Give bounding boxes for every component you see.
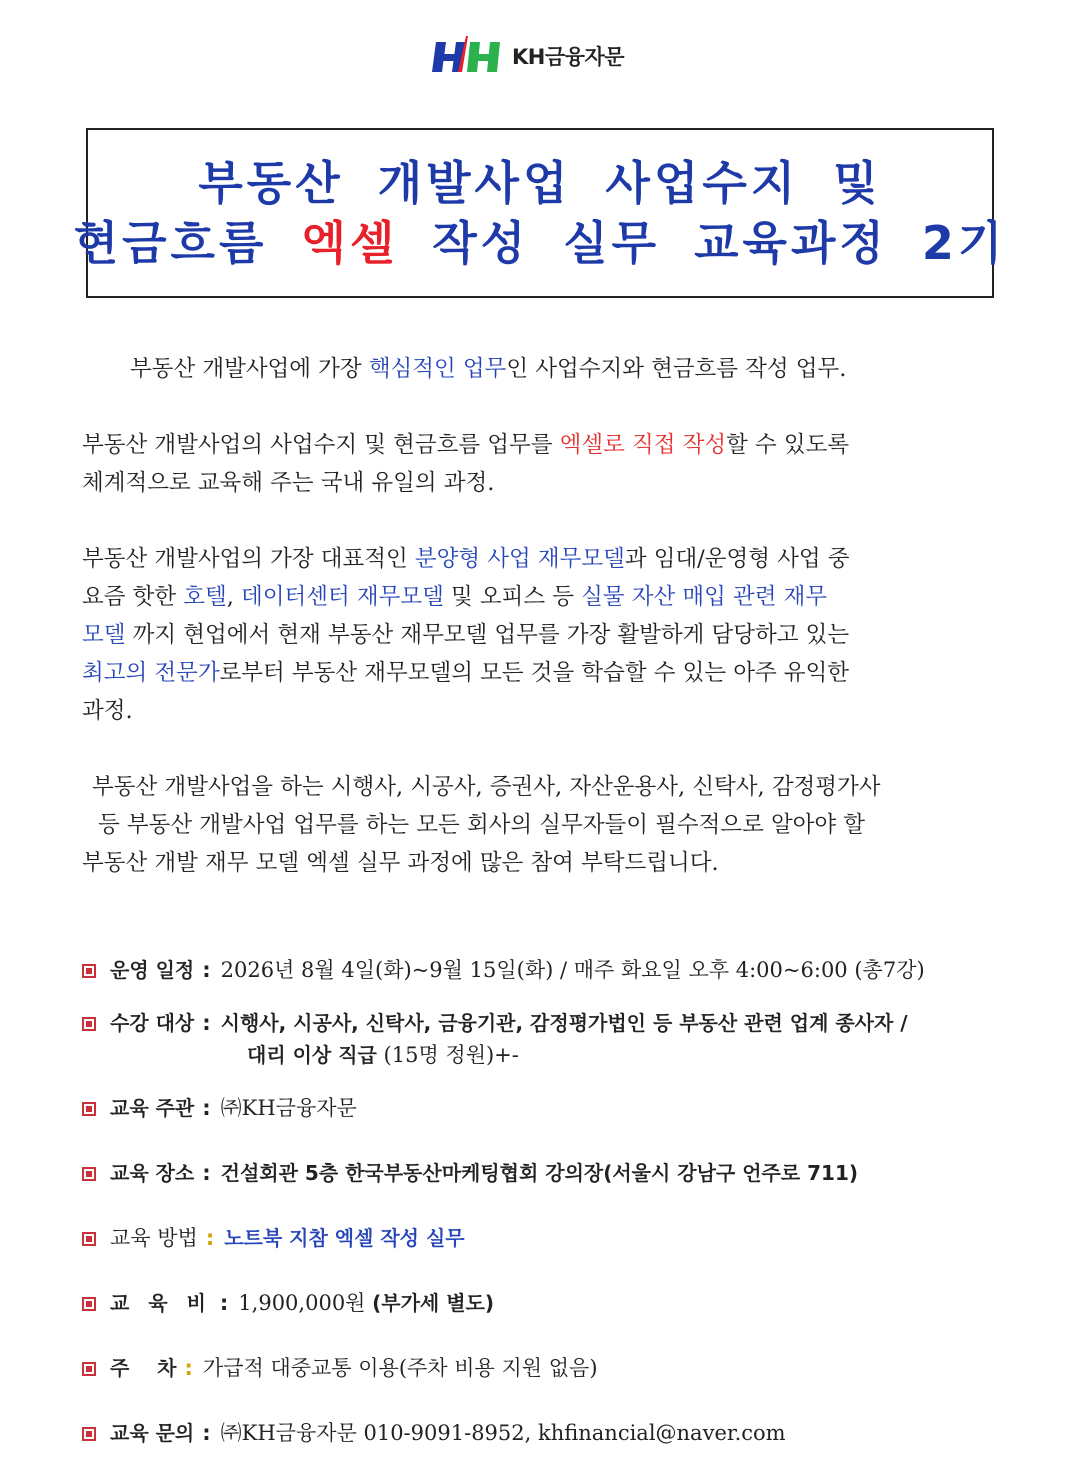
title-box <box>73 128 1007 298</box>
info-contact <box>82 1417 1032 1449</box>
method-value: 노트북 지참 엑셀 작성 실무 <box>224 1226 465 1250</box>
host-label: 교육 주관 <box>110 1096 195 1120</box>
intro-p4-l2: 등 부동산 개발사업 업무를 하는 모든 회사의 실무자들이 필수적으로 알아야 할 <box>98 812 866 838</box>
intro-paragraph-1 <box>130 350 1050 388</box>
bullet-icon <box>82 1427 96 1441</box>
intro-p3-l4-a: 로부터 부동산 재무모델의 모든 것을 학습할 수 있는 아주 유익한 <box>219 660 850 686</box>
title-line-2-a: 현금흐름 <box>73 216 268 270</box>
schedule-label: 운영 일정 <box>110 958 195 982</box>
intro-p3-l1-b: 과 임대/운영형 사업 중 <box>624 546 850 572</box>
intro-p3-l5: 과정. <box>82 698 133 724</box>
intro-p3-l2-highlight-2: 데이터센터 재무모델 <box>241 584 444 610</box>
intro-p3-l2-b: , <box>226 584 242 610</box>
intro-paragraph-4 <box>82 768 1002 882</box>
info-host <box>82 1092 1032 1124</box>
target-value-line-1: 시행사, 시공사, 신탁사, 금융기관, 감정평가법인 등 부동산 관련 업계 종사자 / <box>220 1011 908 1035</box>
kh-logo-icon <box>432 34 504 78</box>
colon: : <box>202 1421 211 1445</box>
intro-paragraph-2 <box>82 426 1002 502</box>
bullet-icon <box>82 1297 96 1311</box>
colon: : <box>205 1226 215 1250</box>
intro-p3-l2-highlight-3: 실물 자산 매입 관련 재무 <box>581 584 828 610</box>
colon: : <box>202 1011 211 1035</box>
colon: : <box>202 1096 211 1120</box>
company-logo <box>432 34 624 78</box>
parking-value: 가급적 대중교통 이용(주차 비용 지원 없음) <box>202 1356 598 1380</box>
info-method <box>82 1222 1032 1254</box>
method-label: 교육 방법 <box>110 1226 198 1250</box>
intro-p4-l1: 부동산 개발사업을 하는 시행사, 시공사, 증권사, 자산운용사, 신탁사, 감정평가사 <box>92 774 881 800</box>
logo-text: KH금융자문 <box>512 45 624 69</box>
intro-p1-text-b: 인 사업수지와 현금흐름 작성 업무. <box>506 356 847 382</box>
intro-p3-l1-a: 부동산 개발사업의 가장 대표적인 <box>82 546 415 572</box>
title-line-2-b: 작성 실무 교육과정 2기 <box>432 216 1007 270</box>
intro-p2-text-b: 할 수 있도록 <box>726 432 850 458</box>
bullet-icon <box>82 1362 96 1376</box>
place-label: 교육 장소 <box>110 1161 195 1185</box>
intro-p2-text-a: 부동산 개발사업의 사업수지 및 현금흐름 업무를 <box>82 432 560 458</box>
fee-value: 1,900,000원 <box>238 1291 366 1315</box>
bullet-icon <box>82 1232 96 1246</box>
info-fee <box>82 1287 1032 1319</box>
colon: : <box>202 1161 211 1185</box>
intro-p3-l2-c: 및 오피스 등 <box>443 584 582 610</box>
target-value-rest: (15명 정원)+- <box>376 1043 519 1067</box>
intro-p4-l3: 부동산 개발 재무 모델 엑셀 실무 과정에 많은 참여 부탁드립니다. <box>82 850 719 876</box>
contact-label: 교육 문의 <box>110 1421 195 1445</box>
intro-p2-line-2: 체계적으로 교육해 주는 국내 유일의 과정. <box>82 470 495 496</box>
info-target <box>82 1007 1032 1071</box>
intro-p1-highlight: 핵심적인 업무 <box>368 356 507 382</box>
colon: : <box>184 1356 193 1380</box>
title-highlight-excel: 엑셀 <box>301 216 399 270</box>
fee-label: 교 육 비 <box>110 1291 212 1315</box>
intro-p3-l1-highlight: 분양형 사업 재무모델 <box>414 546 625 572</box>
info-parking <box>82 1352 1032 1384</box>
title-line-1: 부동산 개발사업 사업수지 및 <box>198 156 882 210</box>
info-schedule <box>82 954 1032 986</box>
title-line-2 <box>74 213 1007 273</box>
schedule-value: 2026년 8월 4일(화)~9월 15일(화) / 매주 화요일 오후 4:00~6:00 (총7강) <box>220 958 925 982</box>
bullet-icon <box>82 1167 96 1181</box>
intro-p2-highlight: 엑셀로 직접 작성 <box>559 432 727 458</box>
colon: : <box>202 958 211 982</box>
target-value-bold: 대리 이상 직급 <box>247 1043 377 1067</box>
contact-value: ㈜KH금융자문 010-9091-8952, khfinancial@naver.com <box>220 1421 786 1445</box>
bullet-icon <box>82 1017 96 1031</box>
host-value: ㈜KH금융자문 <box>220 1096 357 1120</box>
place-value: 건설회관 5층 한국부동산마케팅협회 강의장(서울시 강남구 언주로 711) <box>220 1161 859 1185</box>
target-label: 수강 대상 <box>110 1011 195 1035</box>
parking-label: 주 차 <box>110 1356 177 1380</box>
colon: : <box>219 1291 229 1315</box>
intro-p3-l4-highlight: 최고의 전문가 <box>82 660 220 686</box>
fee-note: (부가세 별도) <box>372 1291 495 1315</box>
intro-p3-l3-highlight: 모델 <box>82 622 126 648</box>
intro-p3-l2-a: 요즘 핫한 <box>82 584 184 610</box>
intro-p3-l2-highlight-1: 호텔 <box>183 584 227 610</box>
intro-p1-text-a: 부동산 개발사업에 가장 <box>130 356 369 382</box>
intro-paragraph-3 <box>82 540 1002 730</box>
bullet-icon <box>82 1102 96 1116</box>
info-place <box>82 1157 1032 1189</box>
bullet-icon <box>82 964 96 978</box>
intro-p3-l3-a: 까지 현업에서 현재 부동산 재무모델 업무를 가장 활발하게 담당하고 있는 <box>125 622 850 648</box>
